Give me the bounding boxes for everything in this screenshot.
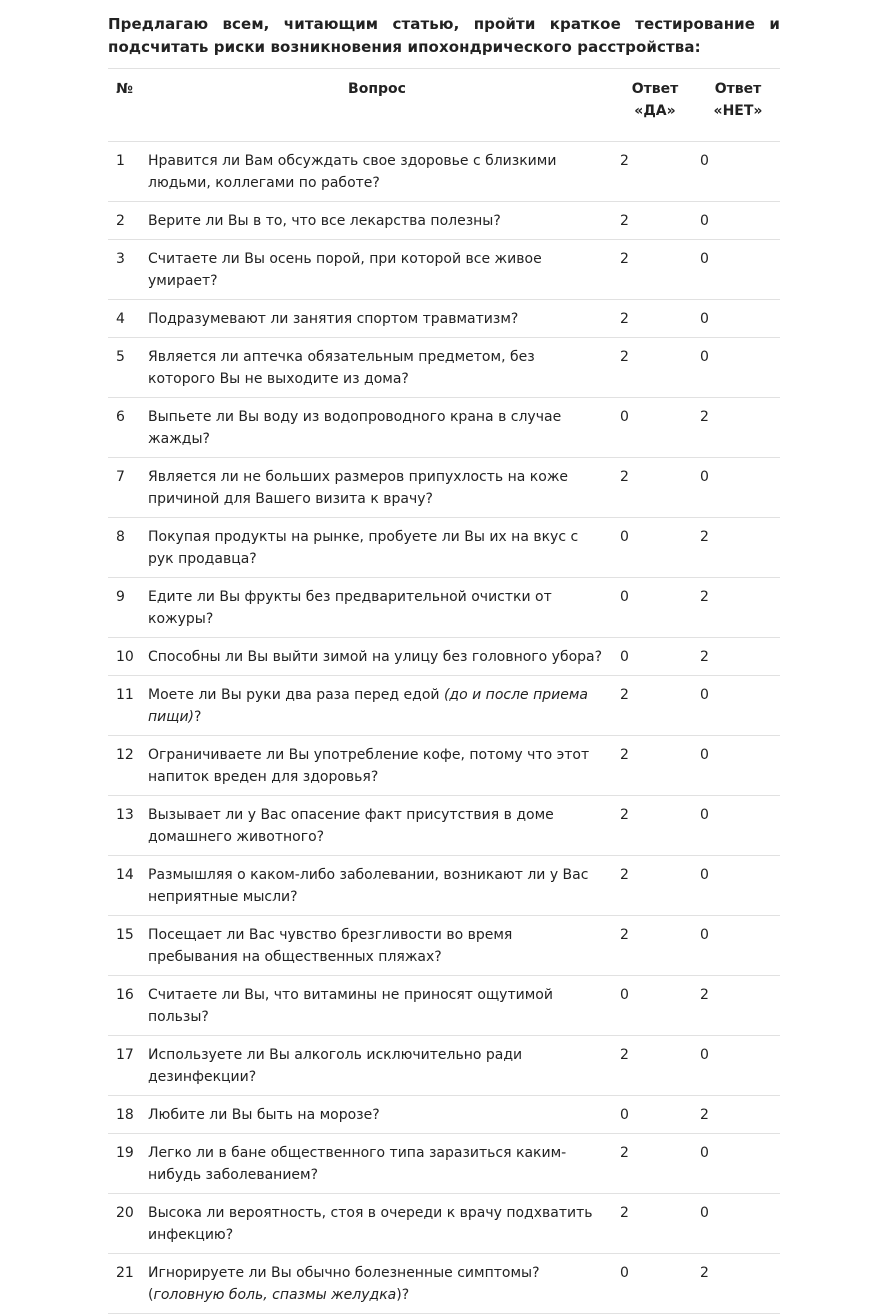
header-answer-no-line2: «НЕТ» (713, 103, 763, 119)
row-question (140, 796, 614, 856)
row-answer-no-score: 0 (700, 1047, 709, 1063)
table-row (108, 676, 780, 736)
row-question (140, 458, 614, 518)
row-answer-yes-score: 0 (620, 1265, 629, 1281)
table-row (108, 856, 780, 916)
row-answer-yes-score: 2 (620, 1047, 629, 1063)
row-question (140, 202, 614, 240)
table-row (108, 142, 780, 202)
question-text: Способны ли Вы выйти зимой на улицу без головного убора? (148, 649, 603, 665)
question-text: Считаете ли Вы осень порой, при которой все живое умирает? (148, 251, 542, 289)
row-number: 1 (116, 153, 125, 169)
table-row (108, 458, 780, 518)
question-text: Любите ли Вы быть на морозе? (148, 1107, 380, 1123)
row-answer-yes-score: 2 (620, 251, 629, 267)
row-question (140, 338, 614, 398)
row-number: 8 (116, 529, 125, 545)
row-number: 5 (116, 349, 125, 365)
table-row (108, 398, 780, 458)
row-number: 4 (116, 311, 125, 327)
row-answer-yes-score: 2 (620, 927, 629, 943)
row-answer-no-score: 0 (700, 1205, 709, 1221)
row-question (140, 1096, 614, 1134)
question-text: Используете ли Вы алкоголь исключительно ради дезинфекции? (148, 1047, 523, 1085)
row-answer-yes-score: 2 (620, 469, 629, 485)
row-answer-no-score: 0 (700, 747, 709, 763)
row-answer-no-score: 2 (700, 1265, 709, 1281)
article-body (108, 0, 780, 1314)
question-text: Является ли аптечка обязательным предметом, без которого Вы не выходите из дома? (148, 349, 535, 387)
row-question (140, 240, 614, 300)
row-answer-yes-score: 2 (620, 1205, 629, 1221)
row-question (140, 976, 614, 1036)
question-italic-note: головную боль, спазмы желудка (153, 1287, 397, 1303)
row-number: 17 (116, 1047, 134, 1063)
table-row (108, 796, 780, 856)
row-question (140, 398, 614, 458)
row-answer-yes-score: 2 (620, 153, 629, 169)
row-answer-yes-score: 2 (620, 213, 629, 229)
table-body (108, 142, 780, 1314)
row-answer-no-score: 0 (700, 311, 709, 327)
row-number: 7 (116, 469, 125, 485)
row-number: 15 (116, 927, 134, 943)
table-row (108, 518, 780, 578)
row-number: 12 (116, 747, 134, 763)
row-question (140, 856, 614, 916)
row-answer-yes-score: 0 (620, 649, 629, 665)
row-answer-yes-score: 0 (620, 589, 629, 605)
row-answer-no-score: 2 (700, 409, 709, 425)
row-answer-no-score: 2 (700, 1107, 709, 1123)
header-answer-no-line1: Ответ (714, 81, 762, 97)
table-row (108, 916, 780, 976)
row-answer-no-score: 0 (700, 927, 709, 943)
header-answer-yes-line1: Ответ (631, 81, 679, 97)
row-question (140, 638, 614, 676)
row-question (140, 676, 614, 736)
table-row (108, 338, 780, 398)
row-answer-yes-score: 0 (620, 529, 629, 545)
table-row (108, 1254, 780, 1314)
question-text: Покупая продукты на рынке, пробуете ли Вы их на вкус с рук продавца? (148, 529, 579, 567)
row-answer-yes-score: 2 (620, 747, 629, 763)
row-answer-no-score: 0 (700, 251, 709, 267)
question-text: Нравится ли Вам обсуждать свое здоровье с близкими людьми, коллегами по работе? (148, 153, 557, 191)
table-row (108, 736, 780, 796)
row-answer-no-score: 0 (700, 349, 709, 365)
row-question (140, 142, 614, 202)
row-answer-yes-score: 2 (620, 1145, 629, 1161)
table-row (108, 300, 780, 338)
header-answer-yes-line2: «ДА» (634, 103, 676, 119)
row-number: 2 (116, 213, 125, 229)
question-text: Легко ли в бане общественного типа заразиться каким-нибудь заболеванием? (148, 1145, 567, 1183)
question-text-end: ? (194, 709, 202, 725)
row-answer-yes-score: 2 (620, 311, 629, 327)
question-text-end: )? (396, 1287, 410, 1303)
row-answer-yes-score: 2 (620, 867, 629, 883)
row-answer-yes-score: 2 (620, 807, 629, 823)
table-header-row (108, 69, 780, 142)
question-text: Размышляя о каком-либо заболевании, возникают ли у Вас неприятные мысли? (148, 867, 589, 905)
question-text: Высока ли вероятность, стоя в очереди к врачу подхватить инфекцию? (148, 1205, 593, 1243)
row-question (140, 300, 614, 338)
row-question (140, 578, 614, 638)
row-answer-no-score: 0 (700, 867, 709, 883)
table-row (108, 240, 780, 300)
question-text: Едите ли Вы фрукты без предварительной очистки от кожуры? (148, 589, 552, 627)
row-question (140, 1194, 614, 1254)
question-text: Подразумевают ли занятия спортом травматизм? (148, 311, 519, 327)
row-answer-yes-score: 0 (620, 1107, 629, 1123)
question-text: Посещает ли Вас чувство брезгливости во время пребывания на общественных пляжах? (148, 927, 513, 965)
row-number: 3 (116, 251, 125, 267)
row-answer-yes-score: 0 (620, 987, 629, 1003)
question-text: Является ли не больших размеров припухлость на коже причиной для Вашего визита к врачу? (148, 469, 569, 507)
row-number: 18 (116, 1107, 134, 1123)
row-question (140, 1254, 614, 1314)
row-question (140, 736, 614, 796)
question-text: Игнорируете ли Вы обычно болезненные симптомы? ( (148, 1265, 540, 1303)
header-answer-no (696, 69, 780, 142)
row-number: 6 (116, 409, 125, 425)
table-row (108, 578, 780, 638)
header-answer-yes (614, 69, 696, 142)
header-question: Вопрос (348, 81, 406, 97)
row-number: 14 (116, 867, 134, 883)
table-row (108, 1194, 780, 1254)
row-answer-no-score: 0 (700, 687, 709, 703)
row-answer-no-score: 2 (700, 649, 709, 665)
question-text: Верите ли Вы в то, что все лекарства полезны? (148, 213, 501, 229)
row-number: 11 (116, 687, 134, 703)
table-row (108, 1134, 780, 1194)
hypochondria-test-table (108, 68, 780, 1314)
intro-paragraph: Предлагаю всем, читающим статью, пройти краткое тестирование и подсчитать риски возникновения ипохондрического расстройства: (108, 15, 780, 56)
header-number: № (116, 81, 133, 97)
row-answer-no-score: 2 (700, 529, 709, 545)
question-text: Моете ли Вы руки два раза перед едой (148, 687, 444, 703)
row-answer-yes-score: 2 (620, 687, 629, 703)
row-number: 19 (116, 1145, 134, 1161)
question-text: Вызывает ли у Вас опасение факт присутствия в доме домашнего животного? (148, 807, 554, 845)
row-number: 10 (116, 649, 134, 665)
row-answer-no-score: 2 (700, 987, 709, 1003)
table-row (108, 1036, 780, 1096)
question-text: Выпьете ли Вы воду из водопроводного крана в случае жажды? (148, 409, 562, 447)
row-answer-no-score: 0 (700, 469, 709, 485)
table-row (108, 1096, 780, 1134)
question-text: Считаете ли Вы, что витамины не приносят ощутимой пользы? (148, 987, 553, 1025)
table-row (108, 202, 780, 240)
row-question (140, 916, 614, 976)
row-number: 20 (116, 1205, 134, 1221)
row-number: 13 (116, 807, 134, 823)
question-text: Ограничиваете ли Вы употребление кофе, потому что этот напиток вреден для здоровья? (148, 747, 590, 785)
table-row (108, 976, 780, 1036)
row-answer-no-score: 0 (700, 807, 709, 823)
row-answer-no-score: 0 (700, 153, 709, 169)
row-answer-yes-score: 0 (620, 409, 629, 425)
row-number: 16 (116, 987, 134, 1003)
row-question (140, 518, 614, 578)
row-answer-no-score: 2 (700, 589, 709, 605)
row-answer-no-score: 0 (700, 1145, 709, 1161)
row-question (140, 1036, 614, 1096)
row-answer-yes-score: 2 (620, 349, 629, 365)
row-question (140, 1134, 614, 1194)
row-number: 9 (116, 589, 125, 605)
table-row (108, 638, 780, 676)
row-answer-no-score: 0 (700, 213, 709, 229)
question-italic-note: (до и после приема пищи) (148, 687, 588, 725)
row-number: 21 (116, 1265, 134, 1281)
